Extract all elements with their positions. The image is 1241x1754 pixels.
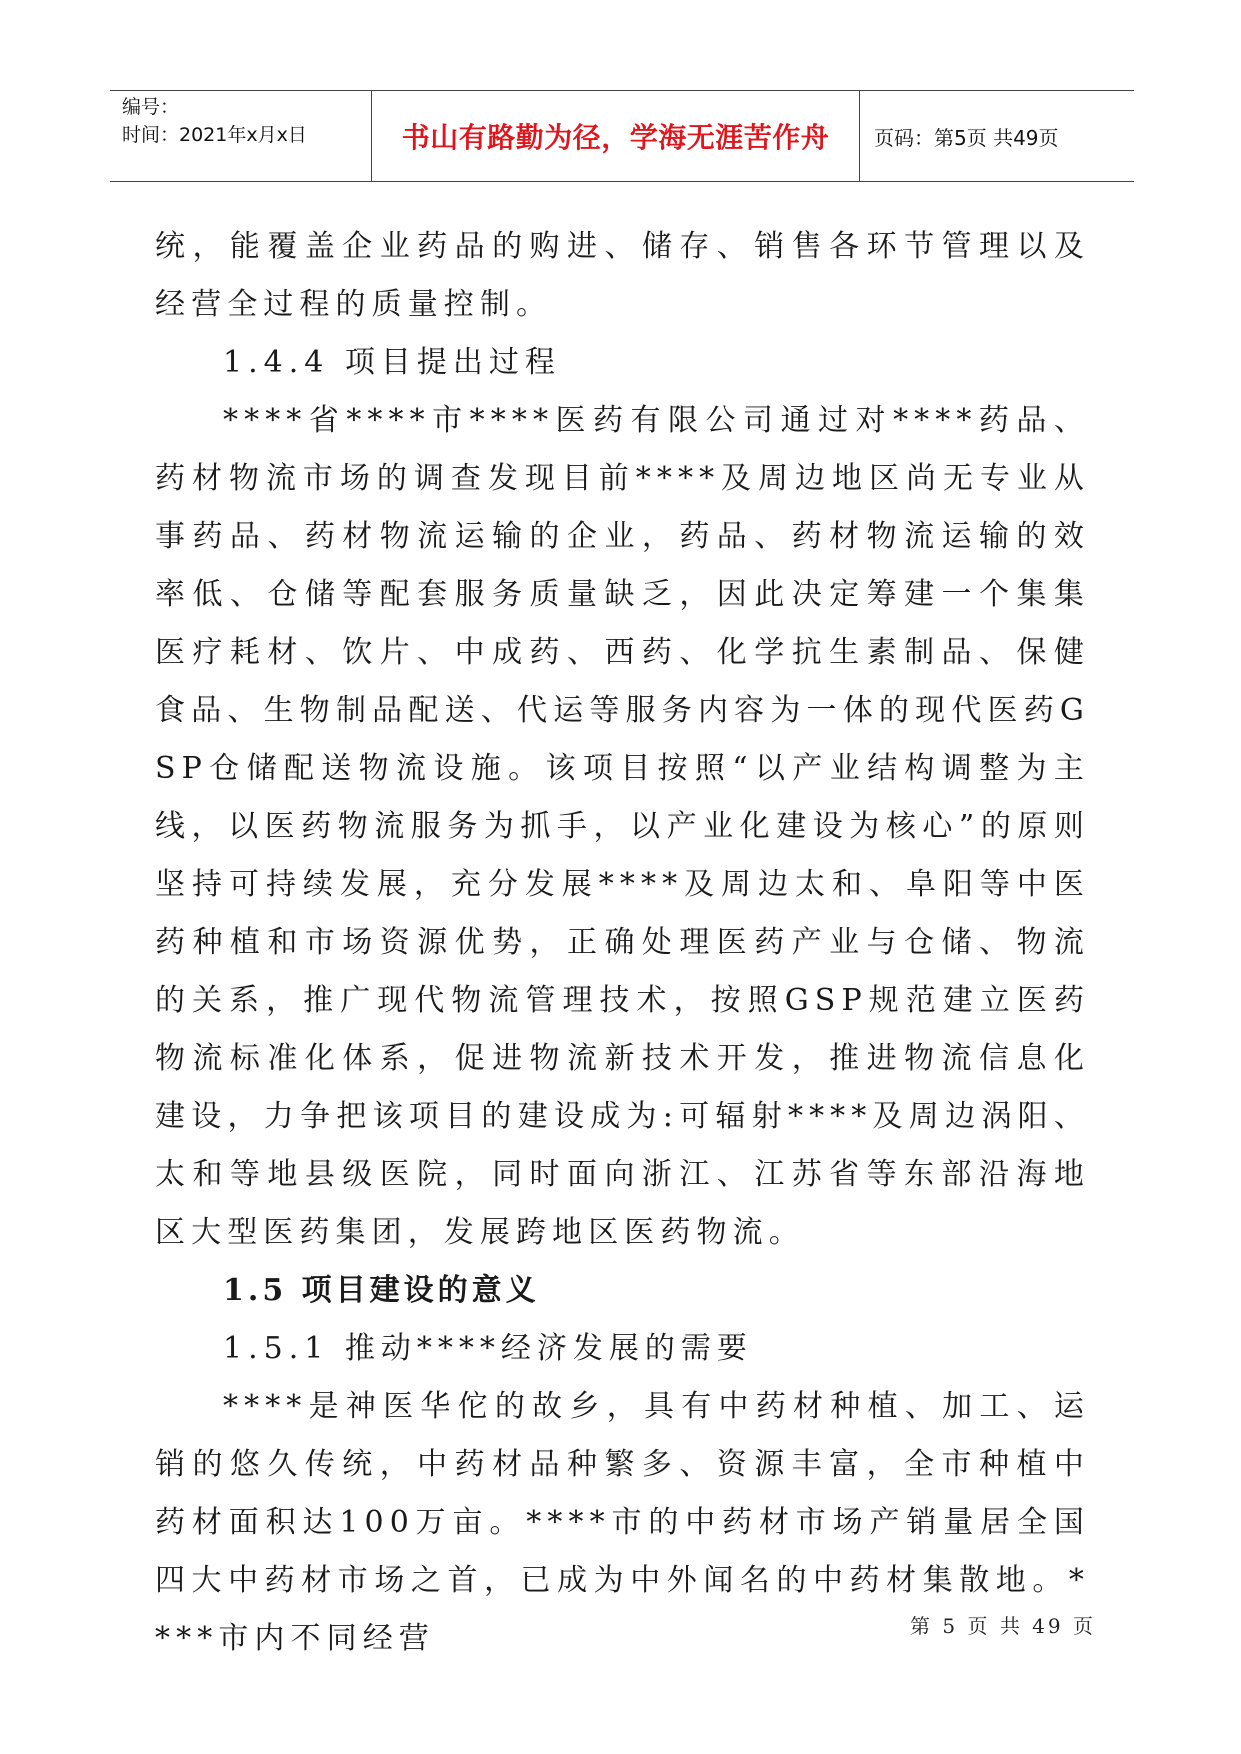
paragraph-economic-need: ****是神医华佗的故乡，具有中药材种植、加工、运销的悠久传统，中药材品种繁多、资源丰富，全市种植中药材面积达100万亩。****市的中药材市场产销量居全国四大中药材市场之首，已成为中外闻名的中药材集散地。****市内不同经营: [155, 1389, 1090, 1656]
section-heading-1-5-1: 1.5.1 推动****经济发展的需要: [223, 1331, 753, 1366]
paragraph-project-origin: ****省****市****医药有限公司通过对****药品、药材物流市场的调查发现目前****及周边地区尚无专业从事药品、药材物流运输的企业，药品、药材物流运输的效率低、仓储等配套服务质量缺乏，因此决定筹建一个集集医疗耗材、饮片、中成药、西药、化学抗生素制品、保健食品、生物制品配送、代运等服务内容为一体的现代医药GSP仓储配送物流设施。该项目按照“以产业结构调整为主线，以医药物流服务为抓手，以产业化建设为核心”的原则坚持可持续发展，充分发展****及周边太和、阜阳等中医药种植和市场资源优势，正确处理医药产业与仓储、物流的关系，推广现代物流管理技术，按照GSP规范建立医药物流标准化体系，促进物流新技术开发，推进物流信息化建设，力争把该项目的建设成为:可辐射****及周边涡阳、太和等地县级医院，同时面向浙江、江苏省等东部沿海地区大型医药集团，发展跨地区医药物流。: [155, 403, 1090, 1250]
page-header: [110, 90, 1134, 182]
page-footer: 第 5 页 共 49 页: [910, 1614, 1096, 1638]
time-label: 时间：2021年x月x日: [122, 124, 307, 146]
header-meta: [110, 91, 372, 181]
header-motto: 书山有路勤为径，学海无涯苦作舟: [372, 91, 860, 181]
section-heading-1-5: 1.5 项目建设的意义: [223, 1273, 540, 1308]
document-body: [155, 218, 1090, 1668]
section-heading-1-4-4: 1.4.4 项目提出过程: [223, 345, 561, 380]
paragraph-continuation: 统，能覆盖企业药品的购进、储存、销售各环节管理以及经营全过程的质量控制。: [155, 229, 1090, 322]
number-label: 编号：: [122, 96, 180, 118]
header-page-info: 页码：第5页 共49页: [874, 125, 1059, 150]
